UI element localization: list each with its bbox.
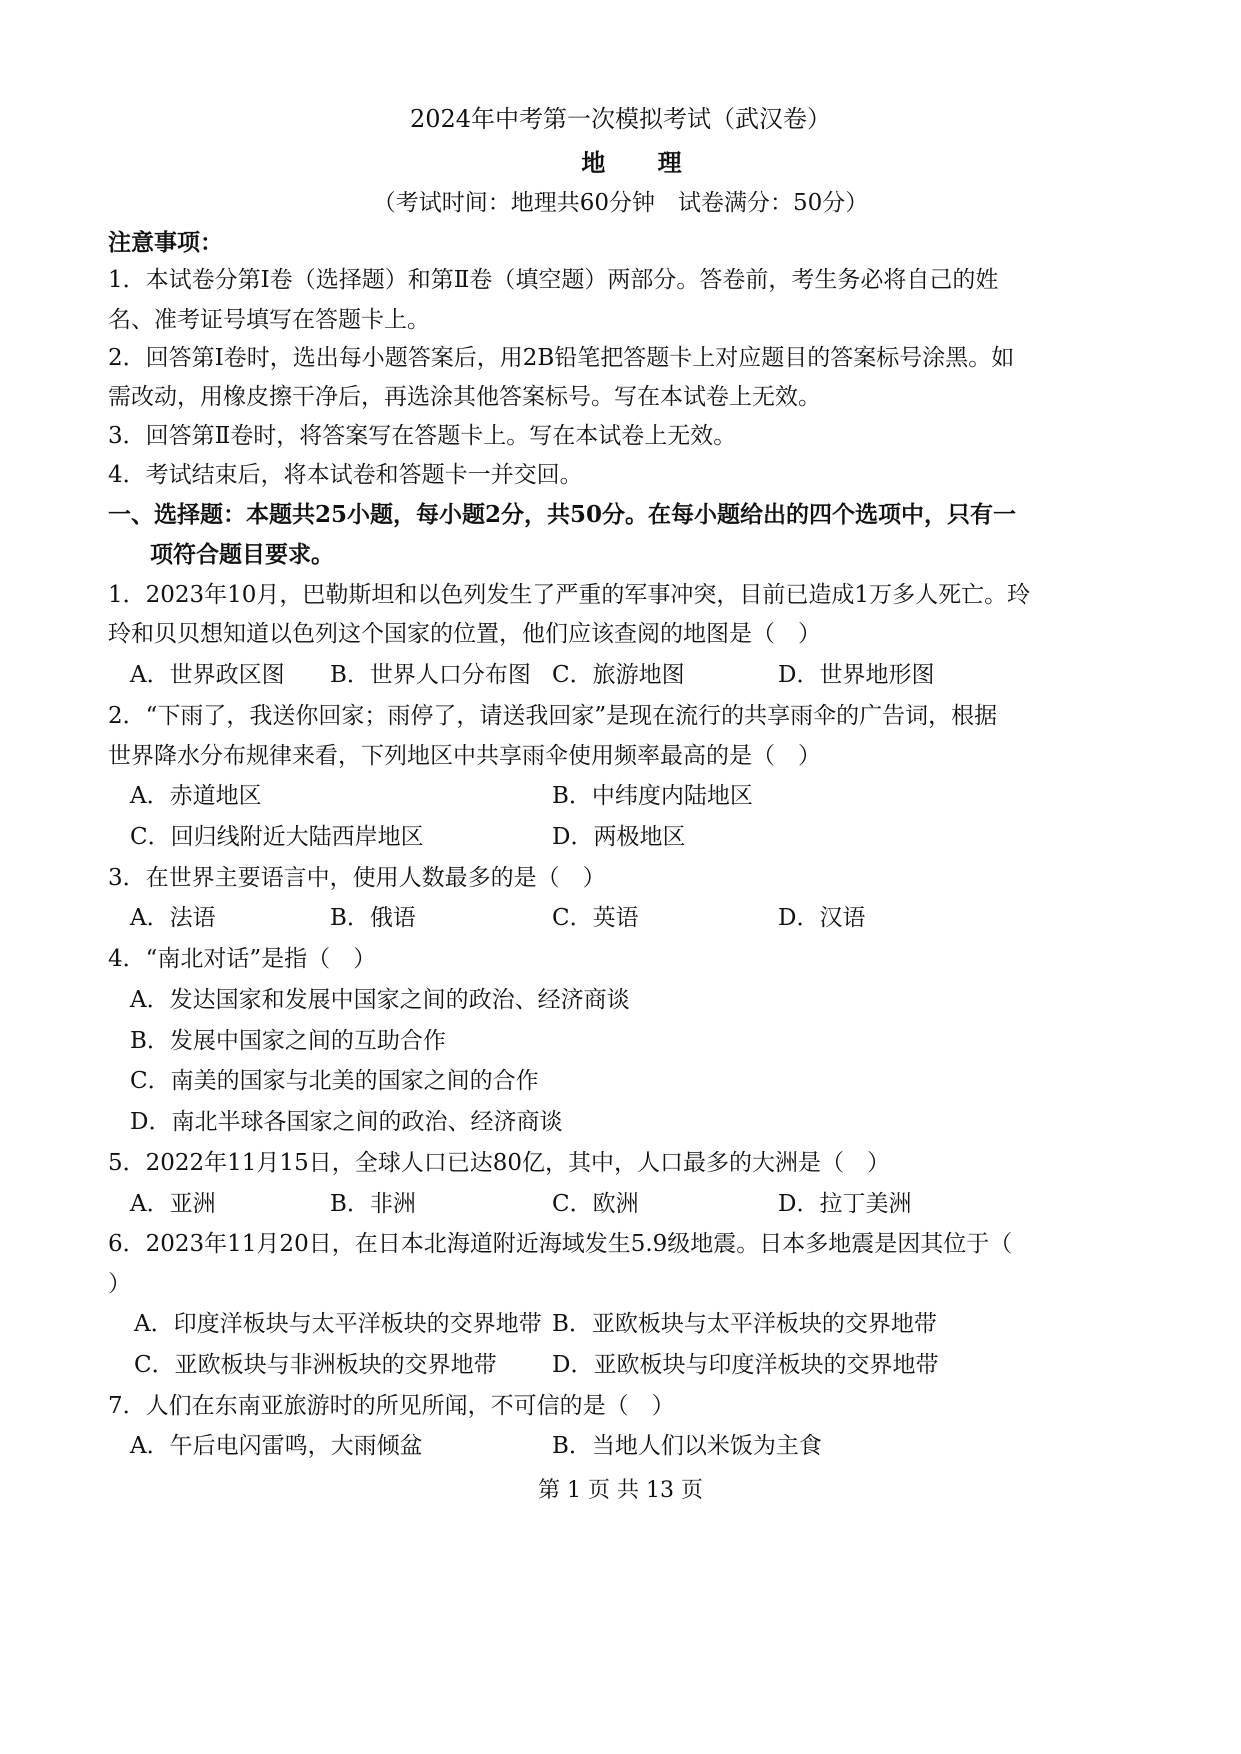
question-4-option-d: D．南北半球各国家之间的政治、经济商谈 [130, 1109, 563, 1135]
question-1-stem: 1．2023年10月，巴勒斯坦和以色列发生了严重的军事冲突，目前已造成1万多人死亡。玲 [108, 582, 1031, 608]
question-3-stem: 3．在世界主要语言中，使用人数最多的是（ ） [108, 865, 606, 891]
question-2-stem: 世界降水分布规律来看，下列地区中共享雨伞使用频率最高的是（ ） [108, 743, 821, 769]
question-6-option-b: B．亚欧板块与太平洋板块的交界地带 [552, 1311, 937, 1337]
question-1-option-d: D．世界地形图 [778, 662, 935, 688]
notes-heading: 注意事项： [108, 229, 223, 256]
question-2-option-b: B．中纬度内陆地区 [552, 783, 753, 809]
question-6-option-d: D．亚欧板块与印度洋板块的交界地带 [552, 1352, 939, 1378]
question-3-option-d: D．汉语 [778, 905, 866, 931]
question-7-option-b: B．当地人们以米饭为主食 [552, 1433, 822, 1459]
section-heading-cont: 项符合题目要求。 [150, 541, 334, 568]
question-5-option-b: B．非洲 [330, 1191, 416, 1217]
question-5-option-d: D．拉丁美洲 [778, 1191, 912, 1217]
question-1-option-a: A．世界政区图 [130, 662, 285, 688]
question-1-stem: 玲和贝贝想知道以色列这个国家的位置，他们应该查阅的地图是（ ） [108, 621, 821, 647]
question-3-option-b: B．俄语 [330, 905, 416, 931]
exam-info: （考试时间：地理共60分钟 试卷满分：50分） [372, 190, 869, 216]
exam-title: 2024年中考第一次模拟考试（武汉卷） [409, 105, 832, 133]
question-5-stem: 5．2022年11月15日，全球人口已达80亿，其中，人口最多的大洲是（ ） [108, 1150, 890, 1176]
question-2-option-c: C．回归线附近大陆西岸地区 [130, 824, 424, 850]
question-6-stem: ） [108, 1271, 131, 1297]
question-1-option-b: B．世界人口分布图 [330, 662, 531, 688]
question-6-option-a: A．印度洋板块与太平洋板块的交界地带 [134, 1311, 542, 1337]
question-3-option-c: C．英语 [552, 905, 639, 931]
note-line: 4．考试结束后，将本试卷和答题卡一并交回。 [108, 462, 583, 488]
note-line: 2．回答第Ⅰ卷时，选出每小题答案后，用2B铅笔把答题卡上对应题目的答案标号涂黑。如 [108, 345, 1015, 371]
question-6-stem: 6．2023年11月20日，在日本北海道附近海域发生5.9级地震。日本多地震是因其位于（ [108, 1231, 1013, 1257]
question-4-option-a: A．发达国家和发展中国家之间的政治、经济商谈 [130, 987, 630, 1013]
question-7-stem: 7．人们在东南亚旅游时的所见所闻，不可信的是（ ） [108, 1393, 675, 1419]
question-2-option-d: D．两极地区 [552, 824, 686, 850]
question-5-option-c: C．欧洲 [552, 1191, 639, 1217]
note-line: 3．回答第Ⅱ卷时，将答案写在答题卡上。写在本试卷上无效。 [108, 423, 737, 449]
note-line: 需改动，用橡皮擦干净后，再选涂其他答案标号。写在本试卷上无效。 [108, 384, 821, 410]
question-3-option-a: A．法语 [130, 905, 216, 931]
question-2-option-a: A．赤道地区 [130, 783, 262, 809]
question-1-option-c: C．旅游地图 [552, 662, 685, 688]
question-6-option-c: C．亚欧板块与非洲板块的交界地带 [134, 1352, 497, 1378]
question-2-stem: 2．“下雨了，我送你回家；雨停了，请送我回家”是现在流行的共享雨伞的广告词，根据 [108, 703, 998, 729]
question-4-option-b: B．发展中国家之间的互助合作 [130, 1028, 446, 1054]
section-heading: 一、选择题：本题共25小题，每小题2分，共50分。在每小题给出的四个选项中，只有一 [108, 501, 1017, 528]
question-5-option-a: A．亚洲 [130, 1191, 216, 1217]
subject-title: 地 理 [581, 148, 704, 177]
question-4-stem: 4．“南北对话”是指（ ） [108, 946, 377, 972]
page-footer: 第 1 页 共 13 页 [538, 1478, 703, 1503]
note-line: 名、准考证号填写在答题卡上。 [108, 307, 430, 333]
question-4-option-c: C．南美的国家与北美的国家之间的合作 [130, 1068, 539, 1094]
question-7-option-a: A．午后电闪雷鸣，大雨倾盆 [130, 1433, 423, 1459]
note-line: 1．本试卷分第Ⅰ卷（选择题）和第Ⅱ卷（填空题）两部分。答卷前，考生务必将自己的姓 [108, 267, 999, 293]
